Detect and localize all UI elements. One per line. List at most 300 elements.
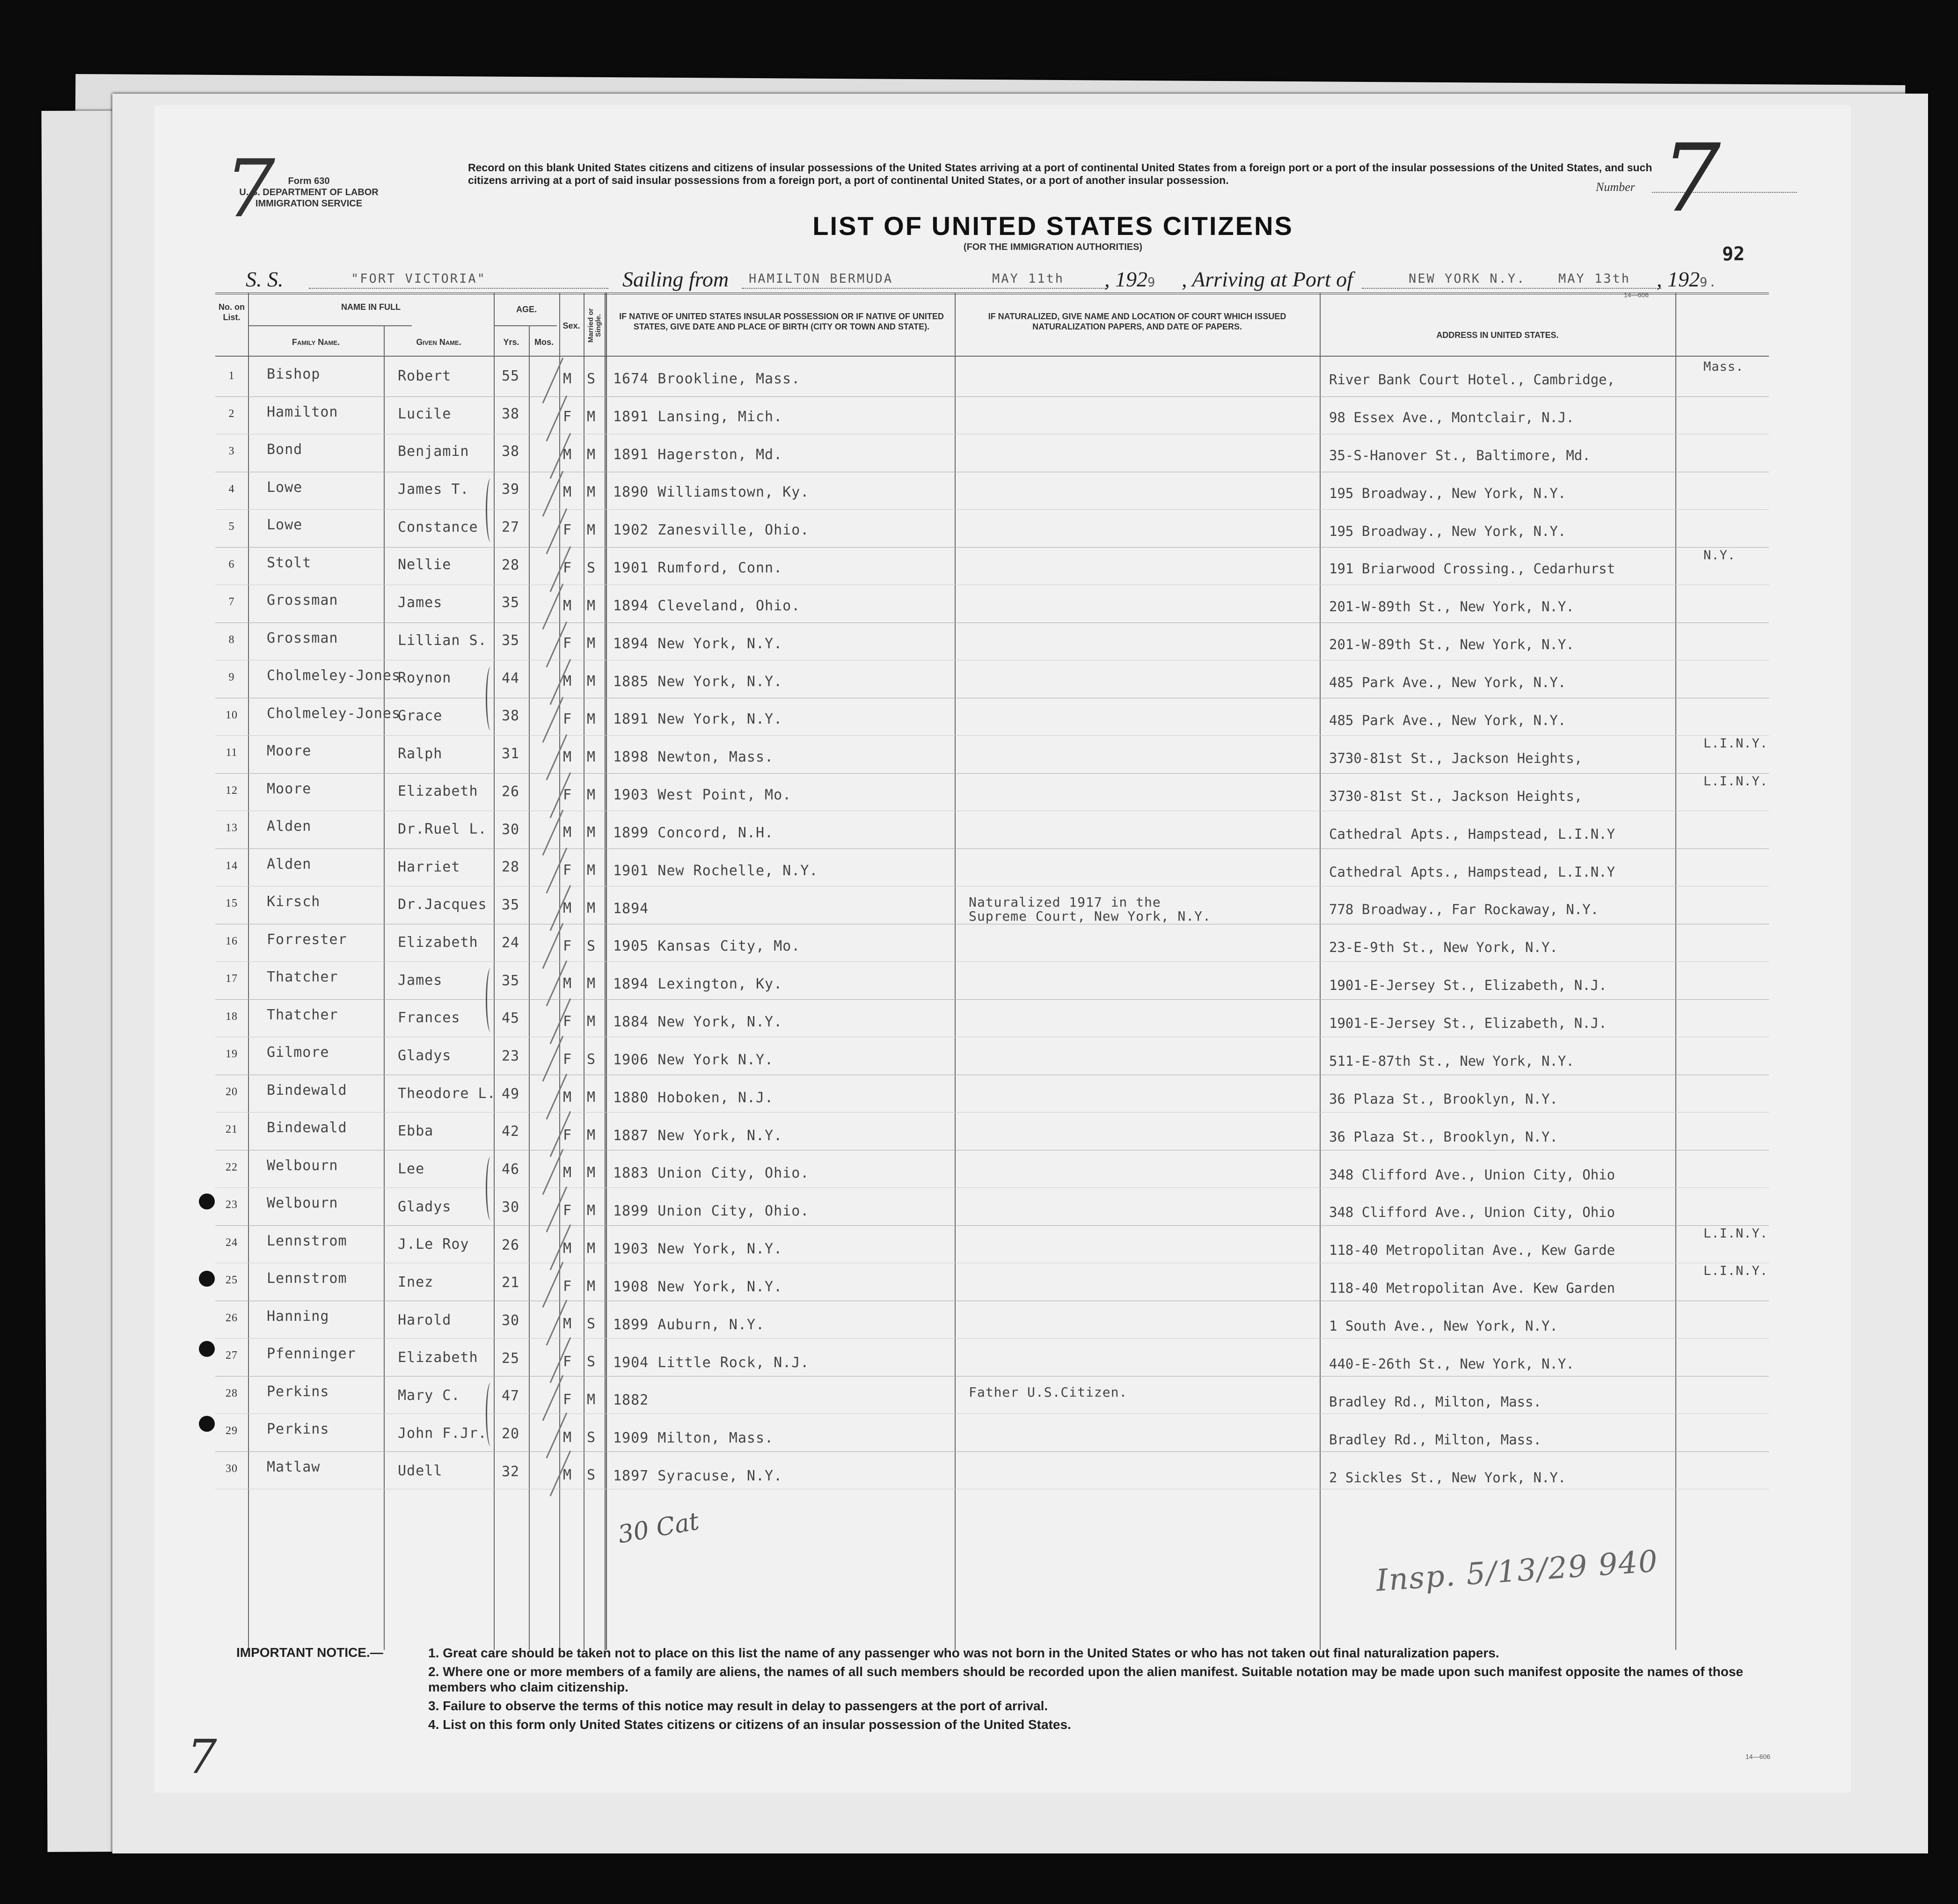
row-number: 17 — [226, 973, 238, 985]
marital-status-cell: M — [587, 975, 596, 992]
naturalization-cell: Supreme Court, New York, N.Y. — [969, 908, 1211, 924]
sex-cell: M — [563, 597, 572, 614]
name-sub-rule — [248, 325, 412, 326]
birth-cell: 1903 West Point, Mo. — [613, 787, 792, 804]
family-bracket — [486, 1157, 496, 1221]
sex-cell: F — [563, 408, 572, 425]
given-name-cell: Frances — [398, 1010, 460, 1026]
given-name-cell: James — [398, 972, 443, 989]
birth-cell: 1901 Rumford, Conn. — [613, 560, 783, 577]
family-name-cell: Grossman — [267, 592, 338, 608]
given-name-cell: Robert — [398, 368, 452, 384]
given-name-cell: Ralph — [398, 745, 443, 762]
birth-cell: 1898 Newton, Mass. — [613, 749, 774, 766]
row-number: 13 — [226, 822, 238, 834]
row-number: 18 — [226, 1010, 238, 1023]
punch-hole — [199, 1416, 215, 1432]
marital-status-cell: S — [587, 1316, 596, 1333]
family-name-cell: Perkins — [267, 1421, 329, 1437]
family-bracket — [486, 666, 496, 731]
given-name-cell: Dr.Ruel L. — [398, 820, 487, 837]
sailing-from: HAMILTON BERMUDA — [749, 271, 893, 286]
birth-cell: 1905 Kansas City, Mo. — [613, 938, 801, 955]
page-subtitle: (FOR THE IMMIGRATION AUTHORITIES) — [963, 242, 1143, 252]
sex-cell: M — [563, 484, 572, 501]
col-rule — [955, 293, 956, 1650]
address-cell: 118-40 Metropolitan Ave. Kew Garden — [1329, 1280, 1615, 1296]
given-name-cell: John F.Jr. — [398, 1425, 487, 1442]
list-number: 7 — [1661, 124, 1721, 233]
address-overflow-cell: L.I.N.Y. — [1703, 1264, 1768, 1278]
family-name-cell: Cholmeley-Jones — [267, 705, 401, 722]
row-rule — [215, 622, 1769, 623]
family-bracket — [486, 968, 496, 1032]
birth-cell: 1899 Union City, Ohio. — [613, 1203, 810, 1220]
address-cell: 778 Broadway., Far Rockaway, N.Y. — [1329, 901, 1599, 918]
age-cell: 31 — [502, 746, 520, 762]
manifest-page — [154, 105, 1851, 1793]
row-number: 7 — [228, 596, 235, 608]
row-number: 28 — [226, 1387, 238, 1399]
marital-status-cell: M — [587, 1391, 596, 1408]
marital-status-cell: M — [587, 1240, 596, 1257]
row-number: 27 — [226, 1349, 238, 1362]
family-name-cell: Pfenninger — [267, 1346, 356, 1362]
sex-cell: F — [563, 1127, 572, 1143]
year-digit: 9 — [1147, 275, 1157, 290]
birth-cell: 1674 Brookline, Mass. — [613, 371, 801, 387]
marital-status-cell: M — [587, 748, 596, 765]
age-cell: 27 — [502, 519, 520, 535]
row-number: 4 — [228, 483, 235, 495]
naturalization-cell: Naturalized 1917 in the — [969, 894, 1161, 910]
marital-status-cell: S — [587, 1429, 596, 1446]
page-title: LIST OF UNITED STATES CITIZENS — [812, 211, 1293, 241]
marital-status-cell: M — [587, 484, 596, 501]
given-name-cell: Theodore L. — [398, 1085, 496, 1102]
birth-cell: 1906 New York N.Y. — [613, 1051, 774, 1068]
sex-cell: M — [563, 371, 572, 387]
age-cell: 23 — [502, 1047, 520, 1064]
birth-cell: 1899 Auburn, N.Y. — [613, 1316, 765, 1333]
age-cell: 35 — [502, 594, 520, 611]
birth-cell: 1883 Union City, Ohio. — [613, 1165, 810, 1182]
age-cell: 32 — [502, 1463, 520, 1480]
row-number: 30 — [226, 1462, 238, 1475]
family-bracket — [486, 1383, 496, 1447]
given-name-cell: James T. — [398, 481, 469, 498]
family-name-cell: Alden — [267, 818, 312, 835]
row-number: 11 — [226, 747, 238, 759]
given-name-cell: Dr.Jacques — [398, 896, 487, 913]
notice-item: 4. List on this form only United States citizens or citizens of an insular possession of the United States. — [428, 1717, 1071, 1732]
sex-cell: F — [563, 1354, 572, 1370]
family-name-cell: Kirsch — [267, 893, 321, 910]
arriving-line — [1362, 288, 1661, 289]
address-cell: 1 South Ave., New York, N.Y. — [1329, 1318, 1558, 1334]
address-cell: River Bank Court Hotel., Cambridge, — [1329, 372, 1615, 388]
year-prefix: , 192 — [1104, 267, 1147, 291]
given-name-cell: Gladys — [398, 1047, 452, 1064]
age-cell: 30 — [502, 1312, 520, 1329]
family-name-cell: Bond — [267, 441, 303, 458]
header-yrs: Yrs. — [503, 337, 519, 347]
birth-cell: 1891 Lansing, Mich. — [613, 408, 783, 425]
family-name-cell: Cholmeley-Jones — [267, 667, 401, 684]
col-rule — [1675, 293, 1676, 1650]
address-overflow-cell: Mass. — [1703, 359, 1744, 374]
row-rule — [215, 396, 1769, 397]
birth-cell: 1882 — [613, 1392, 649, 1409]
birth-cell: 1894 — [613, 900, 649, 917]
family-name-cell: Bishop — [267, 366, 321, 382]
total-count-note: 30 Cat — [616, 1507, 701, 1549]
inspector-note: Insp. 5/13/29 940 — [1375, 1544, 1660, 1598]
header-address: ADDRESS IN UNITED STATES. — [1436, 330, 1559, 340]
col-rule — [1320, 293, 1321, 1650]
row-rule — [215, 1225, 1769, 1226]
age-cell: 20 — [502, 1426, 520, 1443]
given-name-cell: Grace — [398, 707, 443, 724]
sailing-label: Sailing from — [622, 267, 729, 291]
birth-cell: 1885 New York, N.Y. — [613, 673, 783, 690]
address-cell: 201-W-89th St., New York, N.Y. — [1329, 599, 1574, 615]
sex-cell: F — [563, 559, 572, 576]
sex-cell: F — [563, 522, 572, 539]
birth-cell: 1902 Zanesville, Ohio. — [613, 522, 810, 539]
row-number: 6 — [228, 558, 235, 571]
sex-cell: F — [563, 1278, 572, 1295]
row-rule — [215, 1376, 1769, 1377]
address-cell: Bradley Rd., Milton, Mass. — [1329, 1393, 1542, 1410]
printer-code: 14—606 — [1624, 291, 1649, 299]
address-cell: 201-W-89th St., New York, N.Y. — [1329, 637, 1574, 653]
birth-cell: 1891 New York, N.Y. — [613, 711, 783, 728]
given-name-cell: Lillian S. — [398, 632, 487, 649]
marital-status-cell: S — [587, 1051, 596, 1068]
col-rule — [248, 293, 249, 1650]
age-cell: 35 — [502, 972, 520, 989]
row-number: 26 — [226, 1311, 238, 1324]
row-rule — [215, 509, 1769, 510]
address-cell: 2 Sickles St., New York, N.Y. — [1329, 1469, 1566, 1486]
marital-status-cell: M — [587, 1278, 596, 1295]
given-name-cell: Mary C. — [398, 1387, 460, 1404]
sex-cell: M — [563, 673, 572, 690]
family-name-cell: Moore — [267, 743, 312, 759]
birth-cell: 1894 Cleveland, Ohio. — [613, 597, 801, 614]
birth-cell: 1887 New York, N.Y. — [613, 1127, 783, 1144]
age-cell: 38 — [502, 443, 520, 460]
family-name-cell: Bindewald — [267, 1120, 347, 1136]
family-name-cell: Lowe — [267, 479, 303, 496]
family-name-cell: Hamilton — [267, 403, 338, 420]
row-number: 10 — [226, 709, 238, 721]
family-name-cell: Moore — [267, 780, 312, 797]
marital-status-cell: S — [587, 559, 596, 576]
address-cell: 1901-E-Jersey St., Elizabeth, N.J. — [1329, 977, 1607, 994]
age-cell: 25 — [502, 1350, 520, 1367]
given-name-cell: Elizabeth — [398, 783, 478, 800]
sex-cell: M — [563, 1089, 572, 1106]
sex-cell: F — [563, 1202, 572, 1219]
row-number: 2 — [228, 407, 235, 420]
given-name-cell: Elizabeth — [398, 1349, 478, 1366]
header-age: AGE. — [516, 305, 537, 314]
year-2 — [1657, 267, 1718, 295]
marital-status-cell: M — [587, 900, 596, 916]
number-label: Number — [1596, 180, 1635, 194]
address-cell: 1901-E-Jersey St., Elizabeth, N.J. — [1329, 1015, 1607, 1032]
given-name-cell: Inez — [398, 1274, 434, 1290]
notice-item: 3. Failure to observe the terms of this notice may result in delay to passengers at the port of arrival. — [428, 1699, 1048, 1713]
age-cell: 39 — [502, 481, 520, 498]
col-rule — [559, 293, 560, 1650]
address-cell: 36 Plaza St., Brooklyn, N.Y. — [1329, 1091, 1558, 1107]
marital-status-cell: S — [587, 1354, 596, 1370]
age-cell: 46 — [502, 1161, 520, 1178]
page-number: 92 — [1722, 243, 1745, 265]
intro-instructions: Record on this blank United States citizens and citizens of insular possessions of the United States arriving at a port of continental United States from a foreign port or a port of the insular possessions of the United States, and such citizens arriving at a port of said insular possessions from a foreign port, a port of continental United States, or a port of another insular possession. — [468, 161, 1652, 186]
age-cell: 28 — [502, 859, 520, 876]
col-rule — [605, 293, 607, 1650]
family-name-cell: Hanning — [267, 1308, 329, 1325]
age-cell: 21 — [502, 1274, 520, 1291]
header-given-name: Given Name. — [416, 337, 461, 347]
address-cell: Cathedral Apts., Hampstead, L.I.N.Y — [1329, 864, 1615, 880]
sex-cell: F — [563, 1391, 572, 1408]
year-1 — [1104, 267, 1156, 295]
age-cell: 38 — [502, 405, 520, 422]
age-cell: 30 — [502, 821, 520, 838]
marital-status-cell: M — [587, 522, 596, 539]
age-cell: 30 — [502, 1199, 520, 1216]
given-name-cell: Gladys — [398, 1198, 452, 1215]
age-cell: 38 — [502, 708, 520, 725]
birth-cell: 1908 New York, N.Y. — [613, 1278, 783, 1295]
address-cell: Bradley Rd., Milton, Mass. — [1329, 1431, 1542, 1448]
marital-status-cell: M — [587, 824, 596, 841]
given-name-cell: Udell — [398, 1463, 443, 1479]
age-cell: 47 — [502, 1388, 520, 1405]
address-cell: 3730-81st St., Jackson Heights, — [1329, 750, 1583, 766]
address-overflow-cell: N.Y. — [1703, 548, 1736, 563]
row-number: 5 — [228, 520, 235, 533]
given-name-cell: Benjamin — [398, 443, 469, 460]
sex-cell: F — [563, 786, 572, 803]
table-top-rule — [215, 293, 1769, 294]
sex-cell: M — [563, 975, 572, 992]
given-name-cell: Elizabeth — [398, 934, 478, 951]
address-cell: 118-40 Metropolitan Ave., Kew Garde — [1329, 1242, 1615, 1259]
row-rule — [215, 547, 1769, 548]
age-cell: 45 — [502, 1010, 520, 1027]
printer-code-footer: 14—606 — [1746, 1753, 1770, 1760]
age-cell: 44 — [502, 670, 520, 687]
address-cell: Cathedral Apts., Hampstead, L.I.N.Y — [1329, 826, 1615, 842]
marital-status-cell: S — [587, 937, 596, 954]
notice-label: IMPORTANT NOTICE.— — [236, 1645, 383, 1660]
family-name-cell: Welbourn — [267, 1195, 338, 1211]
given-name-cell: Lee — [398, 1160, 425, 1177]
address-overflow-cell: L.I.N.Y. — [1703, 1226, 1768, 1241]
sex-cell: M — [563, 748, 572, 765]
marital-status-cell: M — [587, 1089, 596, 1106]
sex-cell: M — [563, 1240, 572, 1257]
ship-name-line — [309, 288, 608, 289]
row-rule — [215, 1413, 1769, 1414]
sex-cell: M — [563, 1429, 572, 1446]
address-cell: 440-E-26th St., New York, N.Y. — [1329, 1356, 1574, 1372]
header-name-in-full: NAME IN FULL — [341, 302, 401, 312]
sex-cell: M — [563, 1316, 572, 1333]
marital-status-cell: M — [587, 446, 596, 463]
punch-hole — [199, 1341, 215, 1357]
sex-cell: M — [563, 900, 572, 916]
row-number: 16 — [226, 935, 238, 947]
birth-cell: 1903 New York, N.Y. — [613, 1241, 783, 1258]
birth-cell: 1899 Concord, N.H. — [613, 824, 774, 841]
marital-status-cell: M — [587, 710, 596, 727]
sex-cell: F — [563, 635, 572, 652]
address-cell: 195 Broadway., New York, N.Y. — [1329, 485, 1566, 501]
birth-cell: 1894 Lexington, Ky. — [613, 976, 783, 993]
row-rule — [215, 773, 1769, 774]
arriving-port: NEW YORK N.Y. — [1409, 271, 1526, 286]
row-rule — [215, 1451, 1769, 1452]
birth-cell: 1897 Syracuse, N.Y. — [613, 1468, 783, 1485]
sex-cell: F — [563, 1051, 572, 1068]
address-overflow-cell: L.I.N.Y. — [1703, 736, 1768, 751]
row-number: 24 — [226, 1236, 238, 1249]
sex-cell: M — [563, 824, 572, 841]
marital-status-cell: S — [587, 1467, 596, 1484]
header-family-name: Family Name. — [292, 337, 340, 347]
family-name-cell: Grossman — [267, 630, 338, 646]
given-name-cell: J.Le Roy — [398, 1236, 469, 1253]
given-name-cell: Harold — [398, 1311, 452, 1328]
birth-cell: 1880 Hoboken, N.J. — [613, 1089, 774, 1106]
ship-name: "FORT VICTORIA" — [351, 271, 486, 286]
header-birth: IF NATIVE OF UNITED STATES INSULAR POSSESSION OR IF NATIVE OF UNITED STATES, GIVE DATE AND PLACE OF BIRTH (CITY OR TOWN AND STATE). — [619, 312, 944, 331]
address-cell: 485 Park Ave., New York, N.Y. — [1329, 674, 1566, 691]
given-name-cell: Roynon — [398, 670, 452, 687]
sex-cell: F — [563, 937, 572, 954]
row-number: 15 — [226, 897, 238, 909]
row-rule — [215, 961, 1769, 962]
row-number: 20 — [226, 1085, 238, 1098]
birth-cell: 1890 Williamstown, Ky. — [613, 484, 810, 501]
family-name-cell: Thatcher — [267, 969, 338, 985]
marital-status-cell: M — [587, 673, 596, 690]
naturalization-cell: Father U.S.Citizen. — [969, 1384, 1128, 1400]
birth-cell: 1891 Hagerston, Md. — [613, 446, 783, 463]
row-number: 23 — [226, 1199, 238, 1211]
age-cell: 26 — [502, 783, 520, 800]
address-cell: 36 Plaza St., Brooklyn, N.Y. — [1329, 1128, 1558, 1145]
age-cell: 35 — [502, 897, 520, 914]
marital-status-cell: M — [587, 1013, 596, 1030]
family-name-cell: Matlaw — [267, 1458, 321, 1475]
citizens-table — [215, 293, 1769, 1650]
birth-cell: 1901 New Rochelle, N.Y. — [613, 862, 818, 879]
year-digit: 9. — [1700, 275, 1718, 290]
header-sex: Sex. — [563, 321, 580, 330]
header-married-single: Married or Single. — [587, 308, 602, 343]
year-prefix: , 192 — [1657, 267, 1700, 291]
address-cell: 511-E-87th St., New York, N.Y. — [1329, 1053, 1574, 1069]
address-cell: 348 Clifford Ave., Union City, Ohio — [1329, 1166, 1615, 1183]
given-name-cell: Constance — [398, 519, 478, 535]
given-name-cell: Harriet — [398, 858, 460, 875]
family-name-cell: Perkins — [267, 1383, 329, 1400]
given-name-cell: Nellie — [398, 557, 452, 573]
age-sub-rule — [494, 325, 557, 326]
marital-status-cell: M — [587, 1164, 596, 1181]
family-name-cell: Lennstrom — [267, 1270, 347, 1287]
age-cell: 49 — [502, 1085, 520, 1102]
given-name-cell: Ebba — [398, 1123, 434, 1140]
row-number: 29 — [226, 1425, 238, 1437]
row-number: 12 — [226, 784, 238, 797]
bottom-mark: 7 — [187, 1729, 217, 1784]
address-cell: 98 Essex Ave., Montclair, N.J. — [1329, 409, 1574, 425]
age-cell: 24 — [502, 934, 520, 951]
marital-status-cell: M — [587, 408, 596, 425]
birth-cell: 1894 New York, N.Y. — [613, 635, 783, 652]
family-bracket — [486, 478, 496, 542]
family-name-cell: Forrester — [267, 931, 347, 948]
row-number: 3 — [228, 445, 235, 457]
row-rule — [215, 1338, 1769, 1339]
family-name-cell: Gilmore — [267, 1044, 329, 1061]
row-number: 25 — [226, 1274, 238, 1286]
family-name-cell: Lowe — [267, 517, 303, 533]
birth-cell: 1904 Little Rock, N.J. — [613, 1354, 810, 1371]
row-number: 8 — [228, 633, 235, 646]
row-number: 14 — [226, 859, 238, 872]
punch-hole — [199, 1194, 215, 1209]
family-name-cell: Bindewald — [267, 1082, 347, 1098]
marital-status-cell: M — [587, 786, 596, 803]
given-name-cell: Lucile — [398, 405, 452, 422]
header-no-on-list: No. on List. — [219, 302, 245, 322]
notice-item: 1. Great care should be taken not to place on this list the name of any passenger who was not born in the United States or who has not taken out final naturalization papers. — [428, 1646, 1499, 1660]
row-number: 19 — [226, 1048, 238, 1060]
family-name-cell: Stolt — [267, 554, 312, 571]
header-mos: Mos. — [534, 337, 554, 347]
marital-status-cell: M — [587, 1127, 596, 1143]
form-number: Form 630 — [288, 176, 330, 186]
row-rule — [215, 1112, 1769, 1113]
sailing-line — [742, 288, 1107, 289]
address-cell: 191 Briarwood Crossing., Cedarhurst — [1329, 561, 1615, 577]
ss-label: S. S. — [246, 267, 284, 291]
address-cell: 195 Broadway., New York, N.Y. — [1329, 523, 1566, 539]
sex-cell: F — [563, 710, 572, 727]
marital-status-cell: M — [587, 597, 596, 614]
row-number: 9 — [228, 671, 235, 683]
address-cell: 35-S-Hanover St., Baltimore, Md. — [1329, 447, 1591, 463]
address-cell: 348 Clifford Ave., Union City, Ohio — [1329, 1204, 1615, 1221]
row-rule — [215, 1187, 1769, 1188]
header-naturalized: IF NATURALIZED, GIVE NAME AND LOCATION OF COURT WHICH ISSUED NATURALIZATION PAPERS, AND DATE OF PAPERS. — [988, 312, 1286, 331]
header-bottom-rule — [215, 356, 1769, 357]
sex-cell: M — [563, 1467, 572, 1484]
department-name: U. S. DEPARTMENT OF LABOR — [239, 187, 379, 198]
sailing-date: MAY 11th — [992, 271, 1065, 286]
marital-status-cell: S — [587, 371, 596, 387]
